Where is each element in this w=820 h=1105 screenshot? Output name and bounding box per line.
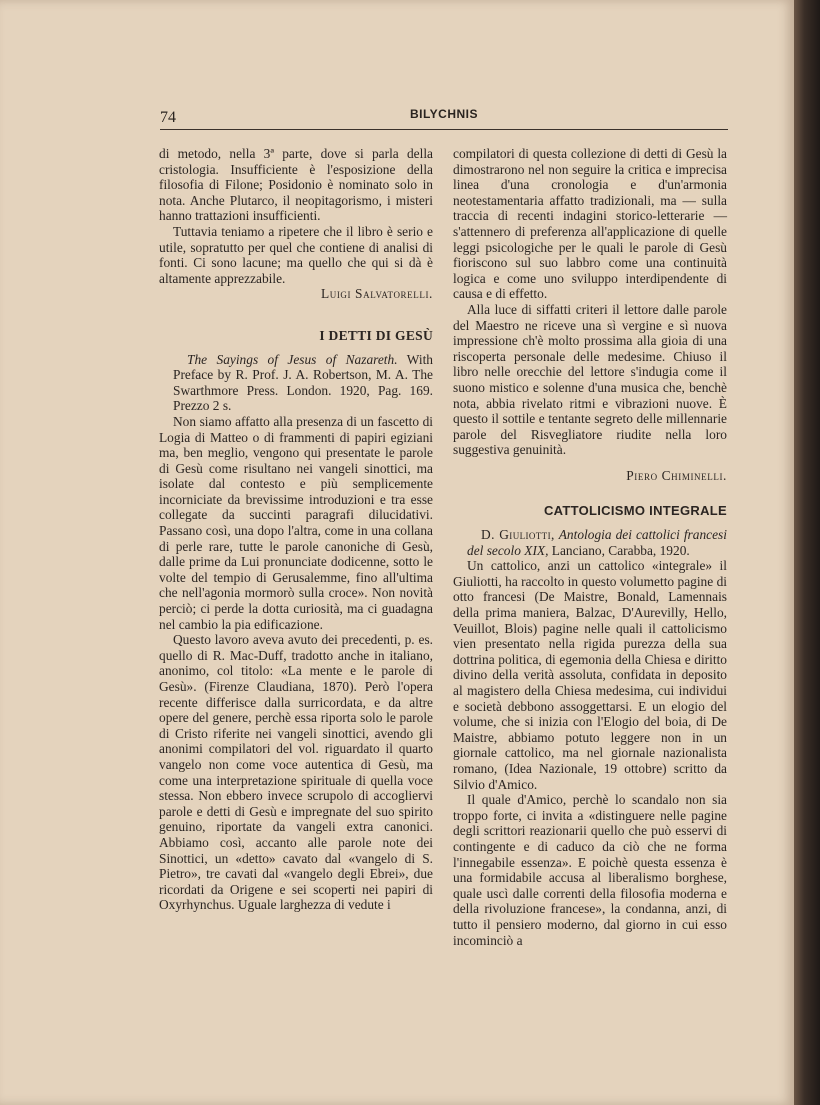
- paragraph: Alla luce di siffatti criteri il lettore dalle parole del Maestro ne riceve una sì vergine e sì nuova impressione ch'è molto prossima alla gioia di una riscoperta personale delle medesime. Chiuso il libro nelle orecchie del lettore s'indugia come il suono mistico e solenne d'una musica che, benchè nota, abbia rivelato ritmi e vibrazioni nuove. È questo il sottile e tentante segreto delle millennarie parole del Risvegliatore riudite nella loro suggestiva genuinità.: [453, 301, 727, 458]
- book-title: The Sayings of Jesus of Nazareth.: [187, 351, 398, 367]
- running-title: BILYCHNIS: [409, 107, 479, 121]
- book-author: D. Giuliotti,: [481, 527, 555, 543]
- signature: Piero Chiminelli.: [626, 467, 727, 483]
- book-spine-edge: [794, 0, 820, 1105]
- bibliographic-entry: [159, 352, 433, 414]
- book-details: Lanciano, Carabba, 1920.: [551, 542, 690, 558]
- paragraph: Il quale d'Amico, perchè lo scandalo non sia troppo forte, ci invita a «distinguere nelle pagine degli scrittori reazionarii quello che può esservi di contingente e di caduco da ciò che ne forma l'innegabile essenza». E poichè questa essenza è una formidabile accusa al liberalismo borghese, quale uscì dalle correnti della filosofia moderna e della rivoluzione francese», la condanna, anzi, di tutto il pensiero moderno, dal giorno in cui esso incominciò a: [453, 792, 727, 948]
- section-title: I DETTI DI GESÙ: [319, 327, 433, 343]
- bibliographic-entry: [453, 527, 727, 558]
- paragraph: compilatori di questa collezione di detti di Gesù la dimostrarono nel non seguire la critica e imprecisa linea d'una cronologia e d'un'armonia neotestamentaria affatto tradizionali, ma — sulla traccia di recenti indagini storico-letterarie — s'attennero di preferenza all'applicazione di quelle leggi psicologiche per le quali le parole di Gesù fioriscono sul suo labbro come una continuità logica e come uno sviluppo interdipendente di causa e di effetto.: [453, 146, 727, 302]
- left-column: [159, 146, 433, 913]
- paragraph: Un cattolico, anzi un cattolico «integrale» il Giuliotti, ha raccolto in questo volumetto pagine di otto francesi (De Maistre, Bonald, Lamennais della prima maniera, Balzac, D'Aurevilly, Hello, Veuillot, Blois) pagine nelle quali il cattolicismo vien presentato nella rigida purezza della sua dottrina politica, di egemonia della Chiesa e diritto divino della verità assoluta, confidata in deposito al magistero della Chiesa medesima, cui individui e società debbono assoggettarsi. E un elogio del volume, che si inizia con l'Elogio del boia, di De Maistre, abbiamo potuto leggere non in un giornale cattolico, ma nel giornale nazionalista romano, (Idea Nazionale, 19 ottobre) scritto da Silvio d'Amico.: [453, 558, 727, 792]
- section-title: CATTOLICISMO INTEGRALE: [543, 503, 727, 519]
- paragraph: Questo lavoro aveva avuto dei precedenti, p. es. quello di R. Mac-Duff, tradotto anche in italiano, anonimo, col titolo: «La mente e le parole di Gesù». (Firenze Claudiana, 1870). Però l'opera recente differisce dalla surricordata, e da altre opere del genere, perchè essa riporta solo le parole di Cristo riferite nei vangeli sinottici, avendo gli anonimi compilatori del vol. riguardato il quarto vangelo non come voce autentica di Gesù, ma come una interpretazione spirituale di quella voce stessa. Non ebbero invece scrupolo di accogliervi parole e detti di Gesù e impregnate del suo spirito genuino, riportate da vangeli extra canonici. Abbiamo così, accanto alle parole note dei Sinottici, un «detto» cavato dal «vangelo di S. Pietro», tre cavati dal «vangelo degli Ebrei», due ricordati da Origene e sei scoperti nei papiri di Oxyrhynchus. Uguale larghezza di vedute i: [159, 632, 433, 913]
- book-title: Antologia dei cattolici francesi del secolo XIX,: [467, 527, 727, 558]
- book-details: With Preface by R. Prof. J. A. Robertson, M. A. The Swarthmore Press. London. 1920, Pag. 169. Prezzo 2 s.: [173, 351, 433, 414]
- right-column: [453, 146, 727, 948]
- signature: Luigi Salvatorelli.: [320, 286, 433, 302]
- page-number: 74: [160, 109, 176, 126]
- paragraph: di metodo, nella 3ª parte, dove si parla della cristologia. Insufficiente è l'esposizione della filosofia di Filone; Posidonio è nominato solo in nota. Anche Plutarco, il neopitagorismo, i misteri hanno trattazioni insufficienti.: [159, 146, 433, 224]
- paragraph: Tuttavia teniamo a ripetere che il libro è serio e utile, sopratutto per quel che contiene di analisi di fonti. Ci sono lacune; ma quello che qui si dà è altamente apprezzabile.: [159, 223, 433, 286]
- paragraph: Non siamo affatto alla presenza di un fascetto di Logia di Matteo o di frammenti di papiri egiziani ma, ben meglio, vengono qui presentate le parole di Gesù come risultano nei vangeli sinottici, ma isolate dal contesto e più semplicemente incorniciate da brevissime introduzioni e tra esse collegate da succinti paragrafi dilucidativi. Passano così, una dopo l'altra, come in una collana di perle rare, tutte le parole canoniche di Gesù, dalle prime da Lui pronunciate dodicenne, sotto le volte del tempio di Gerusalemme, fino all'ultima che nell'agonia mormorò sulla croce». Non novità perciò; ci perde la dotta curiosità, ma ci guadagna nel cambio la pia edificazione.: [159, 413, 433, 632]
- page-header: [160, 107, 728, 130]
